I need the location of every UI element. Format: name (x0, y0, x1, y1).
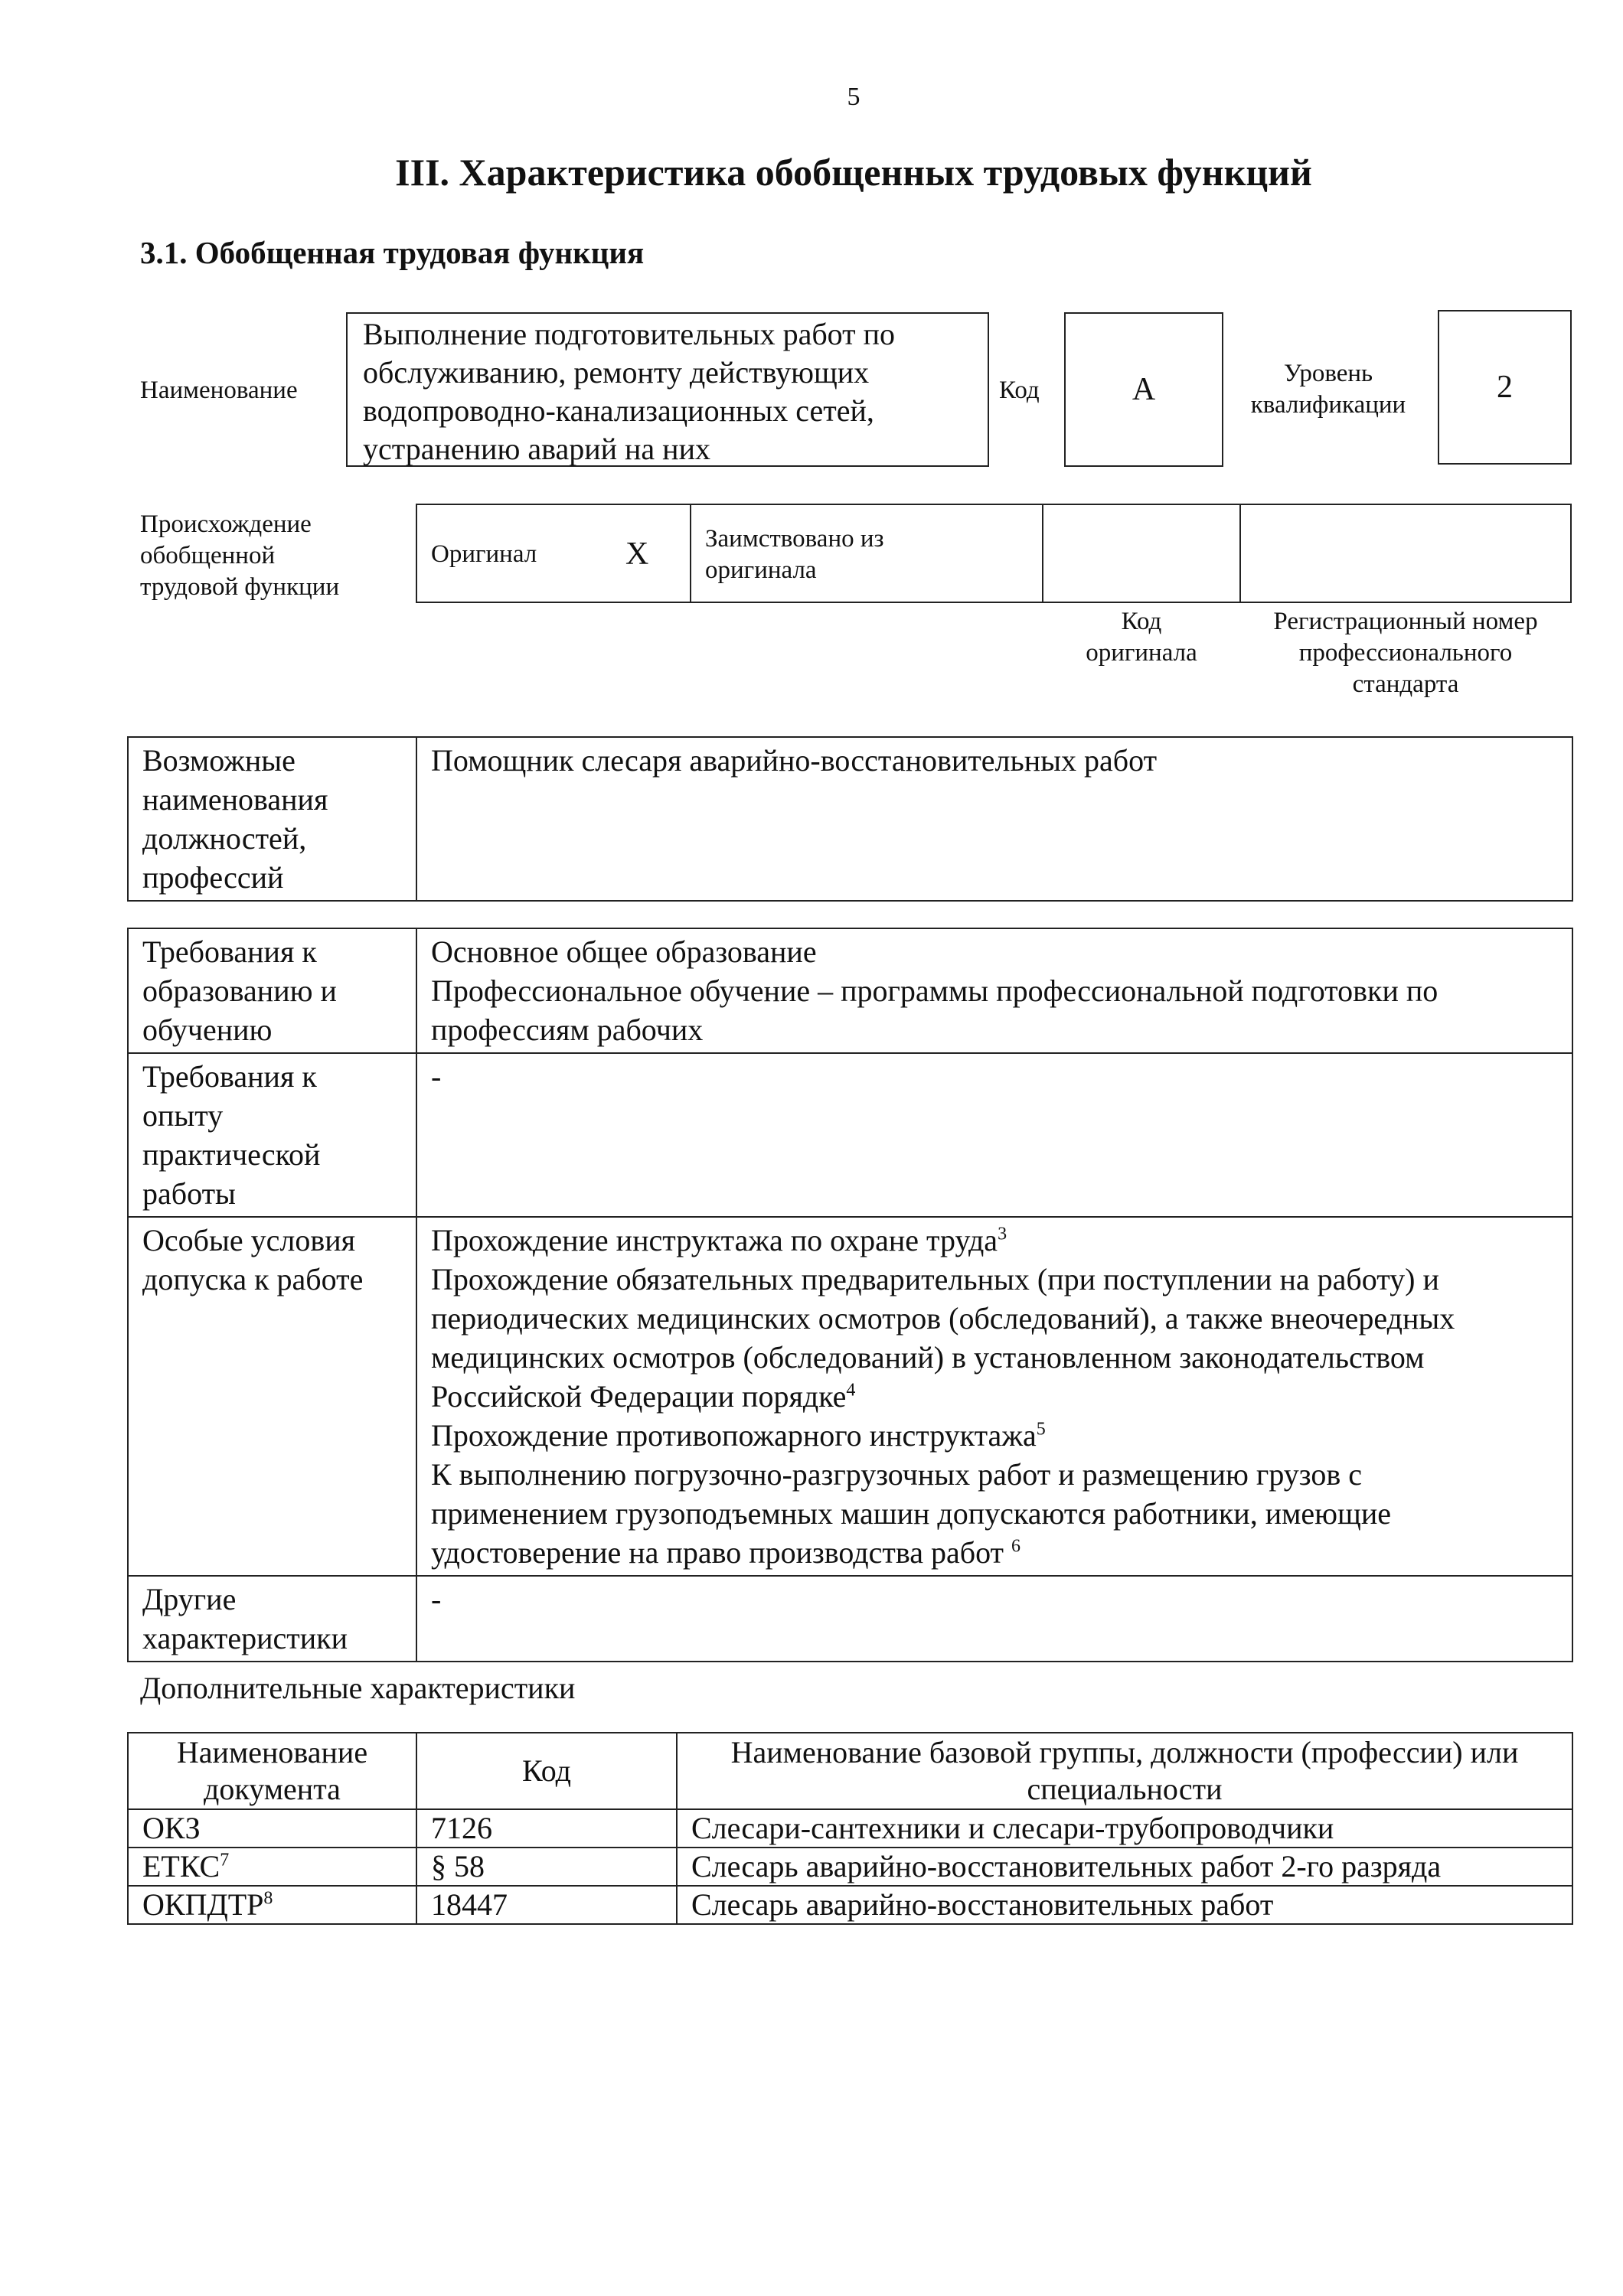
function-name-line: водопроводно-канализационных сетей, (363, 393, 874, 428)
experience-value: - (416, 1053, 1572, 1217)
original-mark: Х (625, 536, 649, 572)
level-label: Уровень квалификации (1250, 360, 1406, 419)
name-label: Наименование (140, 377, 298, 404)
admission-value: Прохождение инструктажа по охране труда$^3$ Прохождение обязательных предварительных (при поступлении на работу) и периодических медицинских осмотров (обследований), а также внеочередных медицинских осмотров (обследований) в установленном законодательством Российской Федерации порядке$^4$ Прохождение противопожарного инструктажа$^5$ К выполнению погрузочно-разгрузочных работ и размещению грузов с применением грузоподъемных машин допускаются работники, имеющие удостоверение на право производства работ $^6$ (416, 1217, 1572, 1576)
table-row (128, 928, 1572, 1053)
requirements-table (127, 928, 1573, 1662)
table-row (128, 1809, 1572, 1848)
code-cell: § 58 (416, 1848, 677, 1886)
doc-header: Наименование документа (128, 1733, 416, 1809)
table-row (128, 1733, 1572, 1809)
function-name-box (346, 312, 989, 467)
table-row (128, 1848, 1572, 1886)
additional-table (127, 1732, 1573, 1925)
group-cell: Слесари-сантехники и слесари-трубопроводчики (677, 1809, 1572, 1848)
level-value-box (1438, 310, 1572, 465)
original-code-caption: Код оригинала (1086, 608, 1197, 667)
section-title: III. Характеристика обобщенных трудовых функций (395, 151, 1312, 194)
code-value: А (1132, 372, 1156, 407)
registration-number-cell (1239, 504, 1572, 603)
doc-cell: ЕТКС$^7$ (128, 1848, 416, 1886)
table-row (128, 1886, 1572, 1924)
footnote-ref: 5 (1036, 1419, 1046, 1440)
doc-cell: ОКЗ (128, 1809, 416, 1848)
positions-table (127, 736, 1573, 902)
code-cell: 7126 (416, 1809, 677, 1848)
footnote-ref: 6 (1011, 1536, 1021, 1557)
additional-title: Дополнительные характеристики (140, 1671, 576, 1705)
footnote-ref: 3 (998, 1224, 1007, 1244)
table-row (128, 1053, 1572, 1217)
original-code-cell (1042, 504, 1241, 603)
original-label: Оригинал (431, 540, 537, 568)
code-header: Код (416, 1733, 677, 1809)
table-row (128, 1217, 1572, 1576)
code-value-box (1064, 312, 1223, 467)
doc-cell: ОКПДТР$^8$ (128, 1886, 416, 1924)
education-value: Основное общее образование Профессиональное обучение – программы профессиональной подготовки по профессиям рабочих (416, 928, 1572, 1053)
education-label: Требования к образованию и обучению (128, 928, 416, 1053)
experience-label: Требования к опыту практической работы (128, 1053, 416, 1217)
function-name-line: Выполнение подготовительных работ по (363, 317, 896, 351)
positions-value: Помощник слесаря аварийно-восстановительных работ (416, 737, 1572, 901)
registration-number-caption: Регистрационный номер профессионального стандарта (1273, 608, 1538, 698)
level-value: 2 (1497, 370, 1513, 405)
page-number: 5 (847, 83, 860, 111)
function-name-line: обслуживанию, ремонту действующих (363, 355, 870, 390)
table-row (128, 737, 1572, 901)
other-label: Другие характеристики (128, 1576, 416, 1662)
group-cell: Слесарь аварийно-восстановительных работ 2-го разряда (677, 1848, 1572, 1886)
footnote-ref: 8 (263, 1888, 273, 1909)
subsection-title: 3.1. Обобщенная трудовая функция (140, 235, 645, 270)
origin-borrowed-cell: Заимствовано из оригинала (690, 504, 1043, 603)
admission-label: Особые условия допуска к работе (128, 1217, 416, 1576)
positions-label: Возможные наименования должностей, профессий (128, 737, 416, 901)
code-label: Код (999, 377, 1040, 404)
origin-original-cell (416, 504, 691, 603)
group-cell: Слесарь аварийно-восстановительных работ (677, 1886, 1572, 1924)
other-value: - (416, 1576, 1572, 1662)
table-row (128, 1576, 1572, 1662)
footnote-ref: 7 (220, 1850, 230, 1870)
group-header: Наименование базовой группы, должности (профессии) или специальности (677, 1733, 1572, 1809)
origin-label: Происхождение обобщенной трудовой функции (140, 510, 340, 601)
code-cell: 18447 (416, 1886, 677, 1924)
footnote-ref: 4 (846, 1380, 856, 1401)
function-name-line: устранению аварий на них (363, 432, 710, 466)
